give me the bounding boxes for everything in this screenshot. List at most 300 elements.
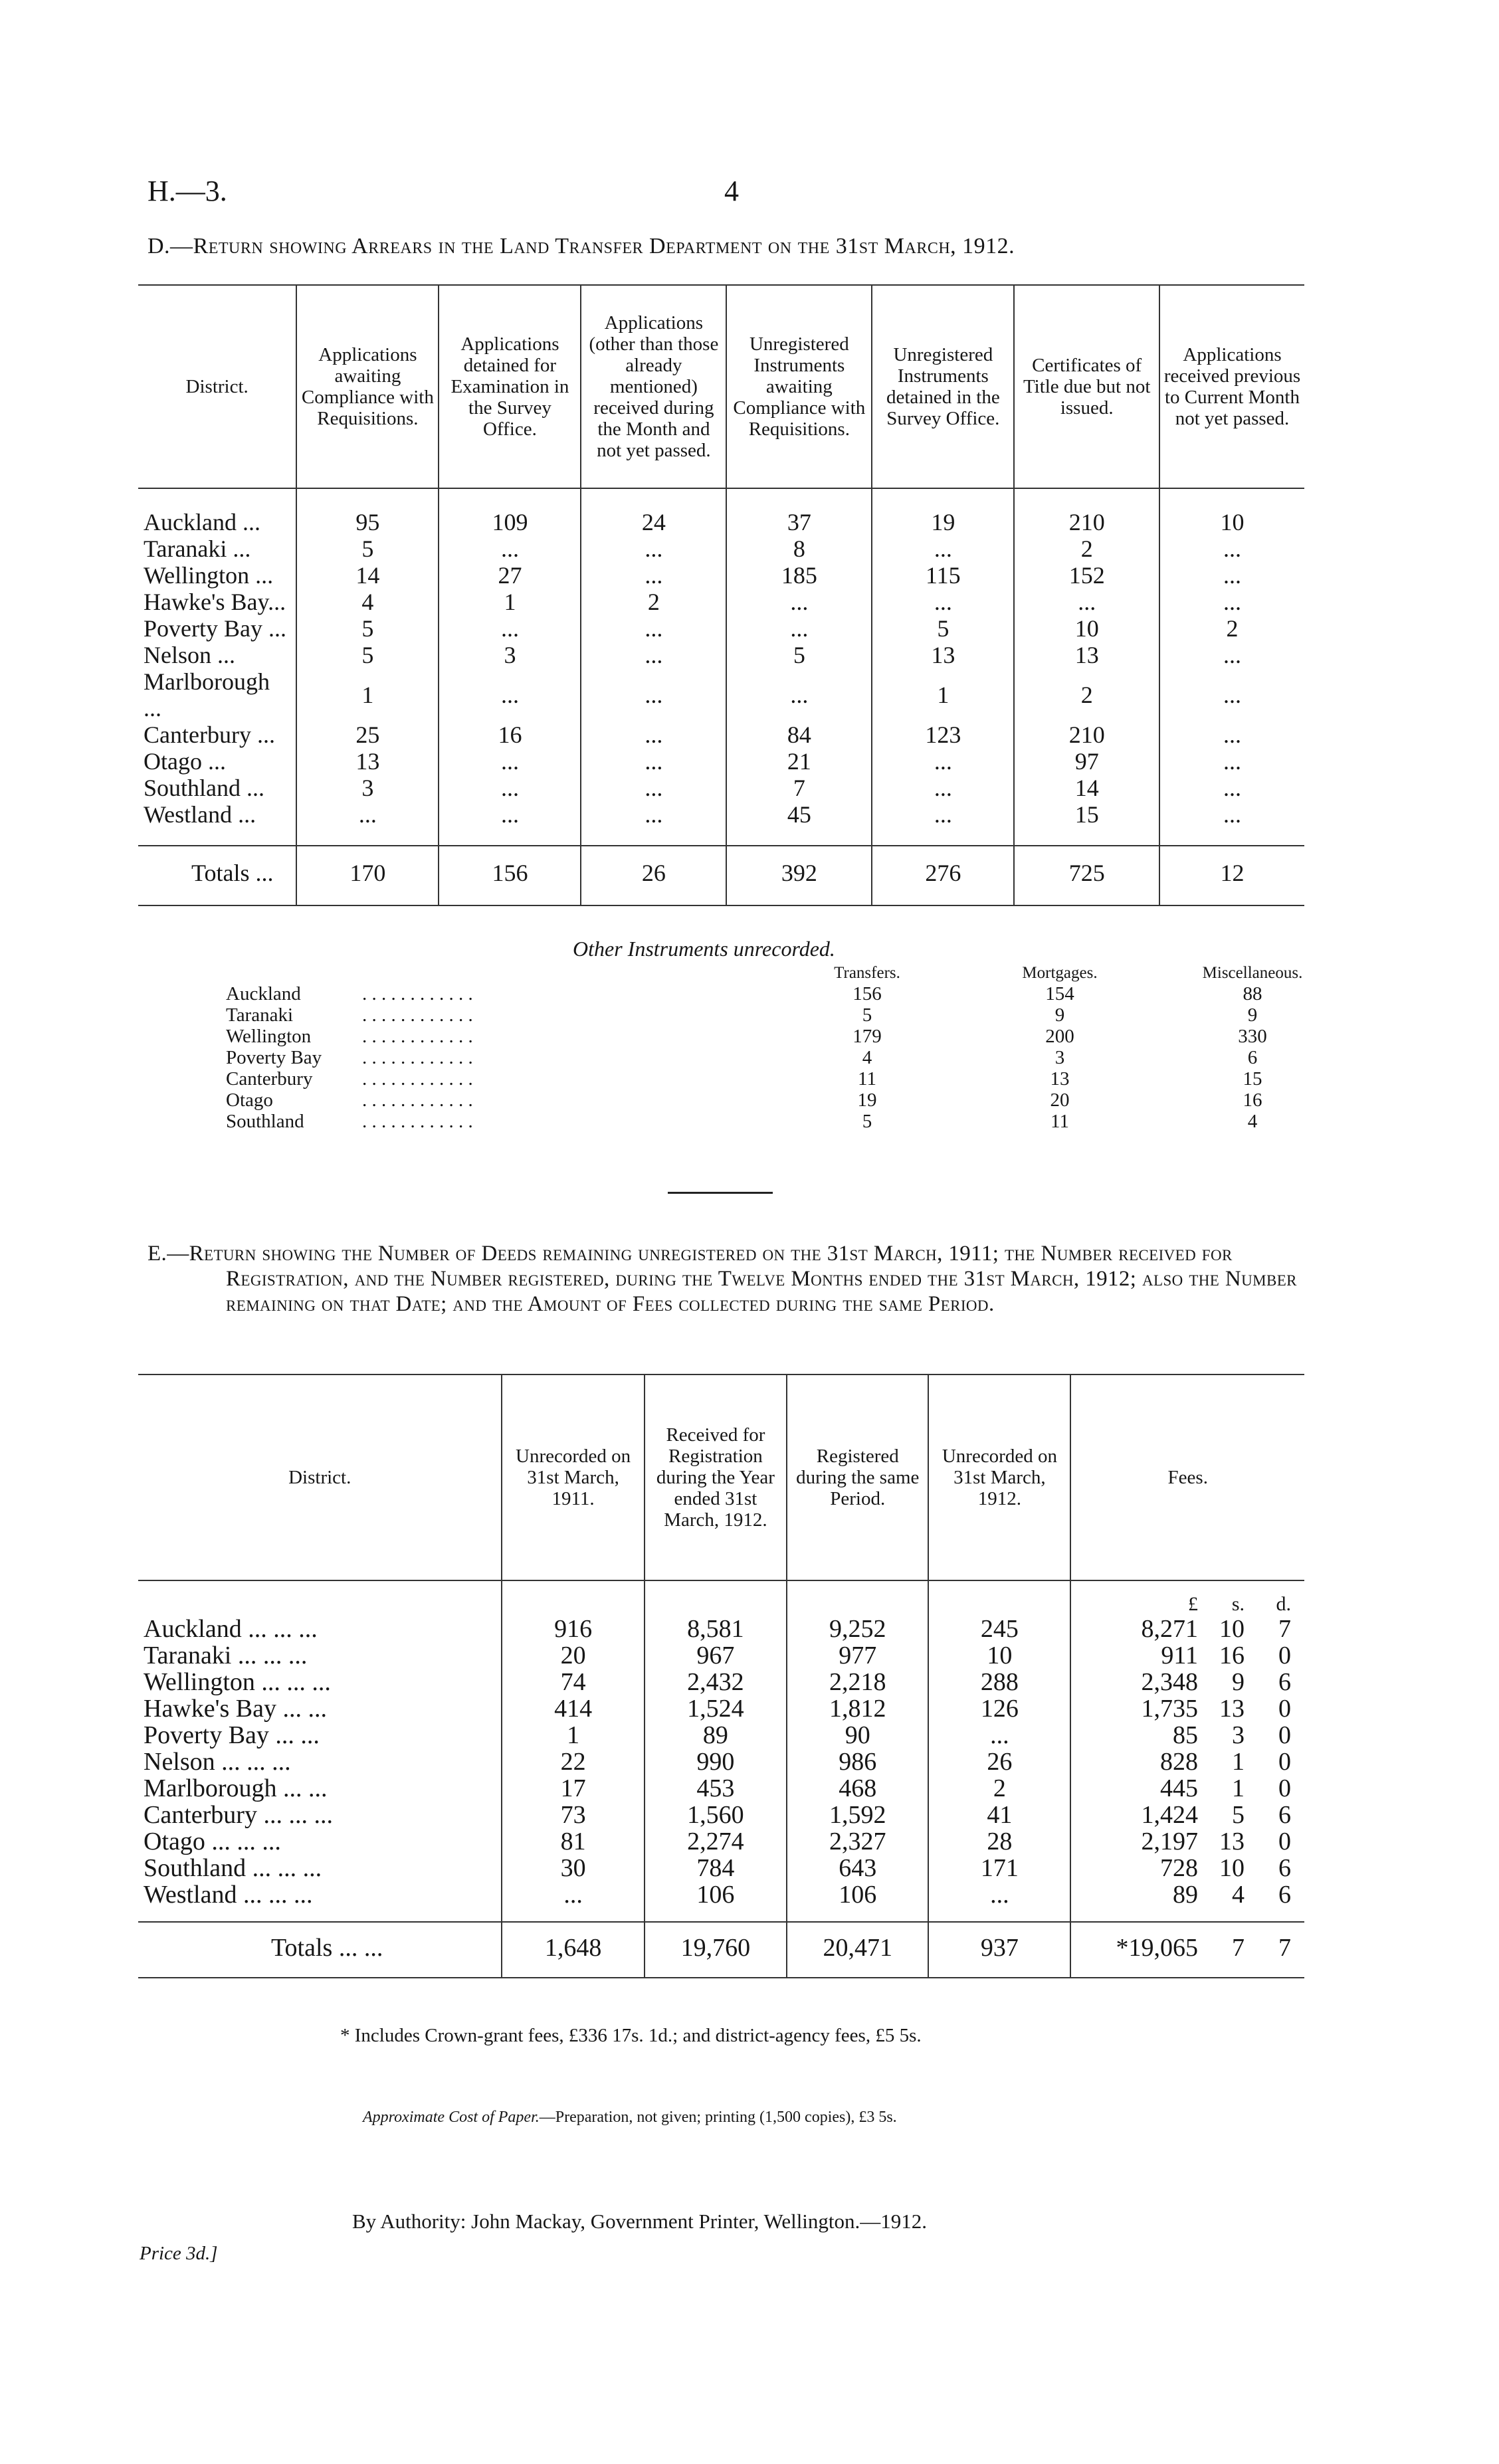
fees-cell xyxy=(1070,1828,1304,1855)
value-cell: ... xyxy=(872,589,1014,615)
district-cell: Westland ... xyxy=(144,801,256,828)
col-transfers: Transfers. xyxy=(834,964,900,982)
table-row xyxy=(138,642,1304,668)
value-cell: ... xyxy=(872,535,1014,562)
dot-leader: . . . . . . . . . . . . xyxy=(362,1047,473,1068)
value-cell: 21 xyxy=(726,748,872,775)
value-cell: 19 xyxy=(872,488,1014,535)
unit-pounds: £ xyxy=(1188,1593,1198,1615)
district-cell: Marlborough ... xyxy=(144,668,270,721)
fees-shillings: 9 xyxy=(1232,1668,1245,1696)
fees-shillings: 3 xyxy=(1232,1721,1245,1749)
table-row xyxy=(138,1722,1304,1749)
value-cell: ... xyxy=(439,615,581,642)
fees-pence: 0 xyxy=(1278,1642,1291,1669)
value-cell: 2,432 xyxy=(645,1669,787,1695)
value-cell: 90 xyxy=(787,1722,928,1749)
totals-label: Totals ... xyxy=(191,860,274,886)
fees-pence: 0 xyxy=(1278,1721,1291,1749)
value-cell: ... xyxy=(1159,562,1304,589)
value-cell: 20 xyxy=(1050,1090,1070,1111)
value-cell: 30 xyxy=(502,1855,644,1881)
fees-cell xyxy=(1070,1669,1304,1695)
value-cell: 4 xyxy=(862,1047,872,1068)
fees-total-cell xyxy=(1070,1922,1304,1978)
value-cell: 126 xyxy=(928,1695,1070,1722)
arrears-header-row xyxy=(138,285,1304,488)
district-cell xyxy=(226,1111,771,1132)
value-cell: 22 xyxy=(502,1749,644,1775)
value-cell: 6 xyxy=(1247,1047,1258,1068)
fee-units xyxy=(1070,1580,1304,1616)
value-cell: 185 xyxy=(726,562,872,589)
district-cell: Southland ... ... ... xyxy=(144,1854,322,1882)
col-blank xyxy=(226,963,771,983)
value-cell: 2,327 xyxy=(787,1828,928,1855)
table-row xyxy=(138,721,1304,748)
total-cell: 170 xyxy=(296,846,439,905)
value-cell: 106 xyxy=(645,1881,787,1922)
col-district: District. xyxy=(185,376,249,397)
fees-pence: 6 xyxy=(1278,1801,1291,1829)
value-cell: 2 xyxy=(1159,615,1304,642)
value-cell: ... xyxy=(872,801,1014,846)
unit-shillings: s. xyxy=(1231,1593,1245,1615)
value-cell: 1,812 xyxy=(787,1695,928,1722)
total-cell: 19,760 xyxy=(645,1922,787,1978)
district-label: Taranaki xyxy=(226,1004,294,1026)
table-row xyxy=(138,1802,1304,1828)
fees-shillings: 7 xyxy=(1232,1934,1245,1962)
value-cell: 24 xyxy=(581,488,726,535)
cost-of-paper xyxy=(363,2109,897,2127)
fees-shillings: 13 xyxy=(1219,1828,1245,1855)
district-label: Canterbury xyxy=(226,1068,313,1090)
district-cell: Canterbury ... ... ... xyxy=(144,1801,333,1829)
district-cell xyxy=(226,1026,771,1047)
fees-pence: 7 xyxy=(1278,1934,1291,1962)
section-divider xyxy=(668,1192,773,1194)
value-cell: 5 xyxy=(296,535,439,562)
fees-pounds: 89 xyxy=(1173,1881,1198,1909)
fees-pence: 6 xyxy=(1278,1668,1291,1696)
col-received-1912: Received for Registration during the Year ended 31st March, 1912. xyxy=(645,1374,787,1580)
fees-cell xyxy=(1070,1775,1304,1802)
other-instruments-table xyxy=(226,963,1349,1132)
col-certificates: Certificates of Title due but not issued. xyxy=(1014,285,1159,488)
fees-shillings: 5 xyxy=(1232,1801,1245,1829)
district-cell: Otago ... xyxy=(144,748,226,775)
col-detained-survey: Applications detained for Examination in the Survey Office. xyxy=(439,285,581,488)
fees-pounds: 728 xyxy=(1160,1854,1198,1882)
value-cell: 10 xyxy=(1159,488,1304,535)
table-row xyxy=(138,801,1304,846)
value-cell: 152 xyxy=(1014,562,1159,589)
table-row xyxy=(138,1881,1304,1922)
value-cell: 986 xyxy=(787,1749,928,1775)
total-cell: 20,471 xyxy=(787,1922,928,1978)
table-row xyxy=(138,1855,1304,1881)
value-cell: 154 xyxy=(1045,983,1074,1004)
cost-text: —Preparation, not given; printing (1,500 copies), £3 5s. xyxy=(539,2109,897,2126)
value-cell: 9,252 xyxy=(787,1616,928,1642)
fees-cell xyxy=(1070,1616,1304,1642)
district-cell: Auckland ... ... ... xyxy=(144,1615,318,1643)
col-received-month: Applications (other than those already mentioned) received during the Month and not yet passed. xyxy=(581,285,726,488)
value-cell: ... xyxy=(502,1881,644,1922)
fees-shillings: 10 xyxy=(1219,1615,1245,1643)
total-cell: 26 xyxy=(581,846,726,905)
value-cell: 11 xyxy=(858,1068,876,1090)
value-cell: 1,592 xyxy=(787,1802,928,1828)
col-mortgages: Mortgages. xyxy=(1022,964,1098,982)
value-cell: 8,581 xyxy=(645,1616,787,1642)
value-cell: 11 xyxy=(1050,1111,1069,1132)
value-cell: 5 xyxy=(726,642,872,668)
value-cell: 84 xyxy=(726,721,872,748)
section-d-title-text: Return showing Arrears in the Land Transfer Department on the 31st March, 1912. xyxy=(193,234,1015,258)
fees-pounds: 1,735 xyxy=(1141,1695,1198,1723)
fees-shillings: 13 xyxy=(1219,1695,1245,1723)
col-awaiting-compliance: Applications awaiting Compliance with Requisitions. xyxy=(296,285,439,488)
col-unreg-detained: Unregistered Instruments detained in the Survey Office. xyxy=(872,285,1014,488)
value-cell: ... xyxy=(439,801,581,846)
value-cell: 106 xyxy=(787,1881,928,1922)
total-cell: 937 xyxy=(928,1922,1070,1978)
total-cell: 1,648 xyxy=(502,1922,644,1978)
district-label: Otago xyxy=(226,1090,273,1111)
value-cell: 1,524 xyxy=(645,1695,787,1722)
value-cell: ... xyxy=(726,589,872,615)
value-cell: 81 xyxy=(502,1828,644,1855)
fees-pounds: 8,271 xyxy=(1141,1615,1198,1643)
blank-cell xyxy=(645,1580,787,1616)
table-row xyxy=(138,1749,1304,1775)
value-cell: ... xyxy=(439,668,581,721)
value-cell: ... xyxy=(1159,801,1304,846)
value-cell: 27 xyxy=(439,562,581,589)
district-cell: Marlborough ... ... xyxy=(144,1774,328,1802)
value-cell: 28 xyxy=(928,1828,1070,1855)
value-cell: 37 xyxy=(726,488,872,535)
value-cell: ... xyxy=(1159,535,1304,562)
value-cell: 74 xyxy=(502,1669,644,1695)
value-cell: 2 xyxy=(581,589,726,615)
district-label: Poverty Bay xyxy=(226,1047,322,1068)
value-cell: 2,274 xyxy=(645,1828,787,1855)
value-cell: 13 xyxy=(1050,1068,1070,1090)
value-cell: 15 xyxy=(1014,801,1159,846)
table-row xyxy=(138,1828,1304,1855)
value-cell: 5 xyxy=(872,615,1014,642)
district-cell xyxy=(226,1090,771,1111)
fees-pence: 6 xyxy=(1278,1854,1291,1882)
value-cell: ... xyxy=(872,748,1014,775)
district-cell xyxy=(226,1047,771,1068)
value-cell: 1 xyxy=(872,668,1014,721)
value-cell: ... xyxy=(581,562,726,589)
table-row xyxy=(226,1068,1349,1090)
value-cell: 4 xyxy=(296,589,439,615)
value-cell: 97 xyxy=(1014,748,1159,775)
section-e-lead: E.— xyxy=(148,1242,189,1266)
value-cell: ... xyxy=(581,775,726,801)
value-cell: 115 xyxy=(872,562,1014,589)
value-cell: 1 xyxy=(439,589,581,615)
value-cell: 9 xyxy=(1054,1004,1065,1026)
district-cell xyxy=(226,983,771,1004)
value-cell: ... xyxy=(1159,642,1304,668)
value-cell: 288 xyxy=(928,1669,1070,1695)
section-e-title xyxy=(148,1241,1330,1317)
value-cell: ... xyxy=(928,1881,1070,1922)
fees-pounds: 828 xyxy=(1160,1748,1198,1776)
total-cell: 392 xyxy=(726,846,872,905)
value-cell: ... xyxy=(296,801,439,846)
value-cell: 20 xyxy=(502,1642,644,1669)
fees-pence: 7 xyxy=(1278,1615,1291,1643)
blank-cell xyxy=(928,1580,1070,1616)
fees-pounds: 2,348 xyxy=(1141,1668,1198,1696)
price: Price 3d.] xyxy=(140,2243,218,2264)
value-cell: ... xyxy=(439,775,581,801)
fees-pence: 0 xyxy=(1278,1774,1291,1802)
table-row xyxy=(138,488,1304,535)
value-cell: 16 xyxy=(1243,1090,1262,1111)
value-cell: 2,218 xyxy=(787,1669,928,1695)
value-cell: 414 xyxy=(502,1695,644,1722)
fees-shillings: 16 xyxy=(1219,1642,1245,1669)
district-cell xyxy=(226,1068,771,1090)
value-cell: 2 xyxy=(928,1775,1070,1802)
value-cell: ... xyxy=(439,535,581,562)
fees-cell xyxy=(1070,1855,1304,1881)
table-row xyxy=(138,1669,1304,1695)
value-cell: 171 xyxy=(928,1855,1070,1881)
arrears-table xyxy=(138,284,1304,906)
table-row xyxy=(226,1004,1349,1026)
district-label: Wellington xyxy=(226,1026,312,1047)
total-cell: 276 xyxy=(872,846,1014,905)
value-cell: 14 xyxy=(296,562,439,589)
totals-label: Totals ... ... xyxy=(271,1934,383,1962)
value-cell: 3 xyxy=(439,642,581,668)
district-cell: Poverty Bay ... xyxy=(144,615,286,642)
value-cell: 916 xyxy=(502,1616,644,1642)
value-cell: ... xyxy=(1159,589,1304,615)
value-cell: 4 xyxy=(1247,1111,1258,1132)
table-row xyxy=(226,1111,1349,1132)
district-cell: Hawke's Bay... xyxy=(144,589,286,615)
value-cell: ... xyxy=(581,642,726,668)
value-cell: 210 xyxy=(1014,488,1159,535)
col-unreg-awaiting: Unregistered Instruments awaiting Compliance with Requisitions. xyxy=(726,285,872,488)
value-cell: 2 xyxy=(1014,668,1159,721)
fees-pence: 0 xyxy=(1278,1748,1291,1776)
value-cell: 10 xyxy=(928,1642,1070,1669)
fees-cell xyxy=(1070,1695,1304,1722)
value-cell: ... xyxy=(1159,721,1304,748)
value-cell: 3 xyxy=(296,775,439,801)
page-number: 4 xyxy=(724,175,739,207)
value-cell: 200 xyxy=(1045,1026,1074,1047)
section-d-lead: D.— xyxy=(148,234,193,258)
fees-shillings: 1 xyxy=(1232,1774,1245,1802)
table-row xyxy=(138,562,1304,589)
dot-leader: . . . . . . . . . . . . xyxy=(362,1068,473,1090)
col-previous-month: Applications received previous to Current Month not yet passed. xyxy=(1159,285,1304,488)
district-cell: Wellington ... ... ... xyxy=(144,1668,331,1696)
dot-leader: . . . . . . . . . . . . xyxy=(362,1026,473,1047)
col-registered: Registered during the same Period. xyxy=(787,1374,928,1580)
fees-cell xyxy=(1070,1881,1304,1922)
value-cell: 73 xyxy=(502,1802,644,1828)
value-cell: 453 xyxy=(645,1775,787,1802)
fees-pence: 0 xyxy=(1278,1695,1291,1723)
district-cell: Nelson ... xyxy=(144,642,235,668)
district-cell: Wellington ... xyxy=(144,562,274,589)
fee-units-row xyxy=(138,1580,1304,1616)
value-cell: 3 xyxy=(1054,1047,1065,1068)
fees-shillings: 4 xyxy=(1232,1881,1245,1909)
other-instruments-header xyxy=(226,963,1349,983)
value-cell: 179 xyxy=(852,1026,882,1047)
value-cell: 1,560 xyxy=(645,1802,787,1828)
section-e-title-text: Return showing the Number of Deeds remaining unregistered on the 31st March, 1911; the Number received for Registration, and the Number registered, during the Twelve Months ended the 31st March, 1912; also the Number remaining on that Date; and the Amount of Fees collected during the same Period. xyxy=(189,1242,1297,1316)
value-cell: 967 xyxy=(645,1642,787,1669)
district-cell: Southland ... xyxy=(144,775,265,801)
value-cell: 17 xyxy=(502,1775,644,1802)
fees-cell xyxy=(1070,1802,1304,1828)
dot-leader: . . . . . . . . . . . . xyxy=(362,1004,473,1026)
fees-cell xyxy=(1070,1749,1304,1775)
district-cell: Taranaki ... xyxy=(144,535,251,562)
fees-pounds: 2,197 xyxy=(1141,1828,1198,1855)
district-cell: Westland ... ... ... xyxy=(144,1881,313,1909)
value-cell: 109 xyxy=(439,488,581,535)
value-cell: 977 xyxy=(787,1642,928,1669)
value-cell: ... xyxy=(581,668,726,721)
total-cell: 12 xyxy=(1159,846,1304,905)
value-cell: 8 xyxy=(726,535,872,562)
dot-leader: . . . . . . . . . . . . xyxy=(362,1090,473,1111)
value-cell: 1 xyxy=(296,668,439,721)
value-cell: ... xyxy=(928,1722,1070,1749)
value-cell: ... xyxy=(581,748,726,775)
value-cell: ... xyxy=(1159,775,1304,801)
table-row xyxy=(138,535,1304,562)
fees-pounds: 911 xyxy=(1161,1642,1198,1669)
total-cell: 725 xyxy=(1014,846,1159,905)
value-cell: ... xyxy=(726,668,872,721)
fees-cell xyxy=(1070,1722,1304,1749)
printer-imprint: By Authority: John Mackay, Government Printer, Wellington.—1912. xyxy=(352,2210,928,2233)
deeds-header-row xyxy=(138,1374,1304,1580)
district-cell: Nelson ... ... ... xyxy=(144,1748,291,1776)
table-row xyxy=(226,1047,1349,1068)
district-cell: Canterbury ... xyxy=(144,721,275,748)
dot-leader: . . . . . . . . . . . . xyxy=(362,983,473,1004)
value-cell: 41 xyxy=(928,1802,1070,1828)
table-row xyxy=(226,1090,1349,1111)
col-district: District. xyxy=(288,1467,351,1488)
value-cell: 5 xyxy=(862,1004,872,1026)
value-cell: 123 xyxy=(872,721,1014,748)
district-cell xyxy=(226,1004,771,1026)
col-unrecorded-1912: Unrecorded on 31st March, 1912. xyxy=(928,1374,1070,1580)
table-row xyxy=(138,1695,1304,1722)
value-cell: 88 xyxy=(1243,983,1262,1004)
fees-pounds: 1,424 xyxy=(1141,1801,1198,1829)
value-cell: ... xyxy=(581,801,726,846)
value-cell: ... xyxy=(581,721,726,748)
value-cell: 643 xyxy=(787,1855,928,1881)
district-cell: Otago ... ... ... xyxy=(144,1828,281,1855)
value-cell: 19 xyxy=(857,1090,877,1111)
district-label: Auckland xyxy=(226,983,301,1004)
value-cell: 2 xyxy=(1014,535,1159,562)
value-cell: ... xyxy=(581,535,726,562)
fees-pounds: 85 xyxy=(1173,1721,1198,1749)
value-cell: ... xyxy=(1159,748,1304,775)
value-cell: ... xyxy=(872,775,1014,801)
fees-pounds: *19,065 xyxy=(1116,1934,1198,1962)
blank-cell xyxy=(502,1580,644,1616)
value-cell: 784 xyxy=(645,1855,787,1881)
value-cell: 990 xyxy=(645,1749,787,1775)
value-cell: ... xyxy=(1159,668,1304,721)
table-row xyxy=(138,748,1304,775)
value-cell: 468 xyxy=(787,1775,928,1802)
fees-pence: 6 xyxy=(1278,1881,1291,1909)
blank-cell xyxy=(787,1580,928,1616)
value-cell: 5 xyxy=(296,642,439,668)
value-cell: 13 xyxy=(1014,642,1159,668)
total-cell: 156 xyxy=(439,846,581,905)
fees-footnote: * Includes Crown-grant fees, £336 17s. 1d.; and district-agency fees, £5 5s. xyxy=(340,2025,922,2046)
document-reference: H.—3. xyxy=(148,175,227,207)
district-cell: Taranaki ... ... ... xyxy=(144,1642,308,1669)
col-fees: Fees. xyxy=(1070,1374,1304,1580)
value-cell: 16 xyxy=(439,721,581,748)
other-instruments-title: Other Instruments unrecorded. xyxy=(573,937,835,961)
col-miscellaneous: Miscellaneous. xyxy=(1202,964,1303,982)
section-d-title xyxy=(148,234,1344,259)
value-cell: 14 xyxy=(1014,775,1159,801)
fees-shillings: 10 xyxy=(1219,1854,1245,1882)
fees-pounds: 445 xyxy=(1160,1774,1198,1802)
totals-row xyxy=(138,846,1304,905)
table-row xyxy=(138,589,1304,615)
table-row xyxy=(138,1642,1304,1669)
value-cell: ... xyxy=(1014,589,1159,615)
value-cell: 330 xyxy=(1238,1026,1267,1047)
value-cell: 5 xyxy=(296,615,439,642)
value-cell: 9 xyxy=(1247,1004,1258,1026)
value-cell: ... xyxy=(581,615,726,642)
table-row xyxy=(138,775,1304,801)
value-cell: ... xyxy=(726,615,872,642)
value-cell: 13 xyxy=(296,748,439,775)
fees-cell xyxy=(1070,1642,1304,1669)
fees-shillings: 1 xyxy=(1232,1748,1245,1776)
deeds-table xyxy=(138,1374,1304,1978)
value-cell: 13 xyxy=(872,642,1014,668)
value-cell: 26 xyxy=(928,1749,1070,1775)
table-row xyxy=(138,1616,1304,1642)
value-cell: 7 xyxy=(726,775,872,801)
dot-leader: . . . . . . . . . . . . xyxy=(362,1111,473,1132)
